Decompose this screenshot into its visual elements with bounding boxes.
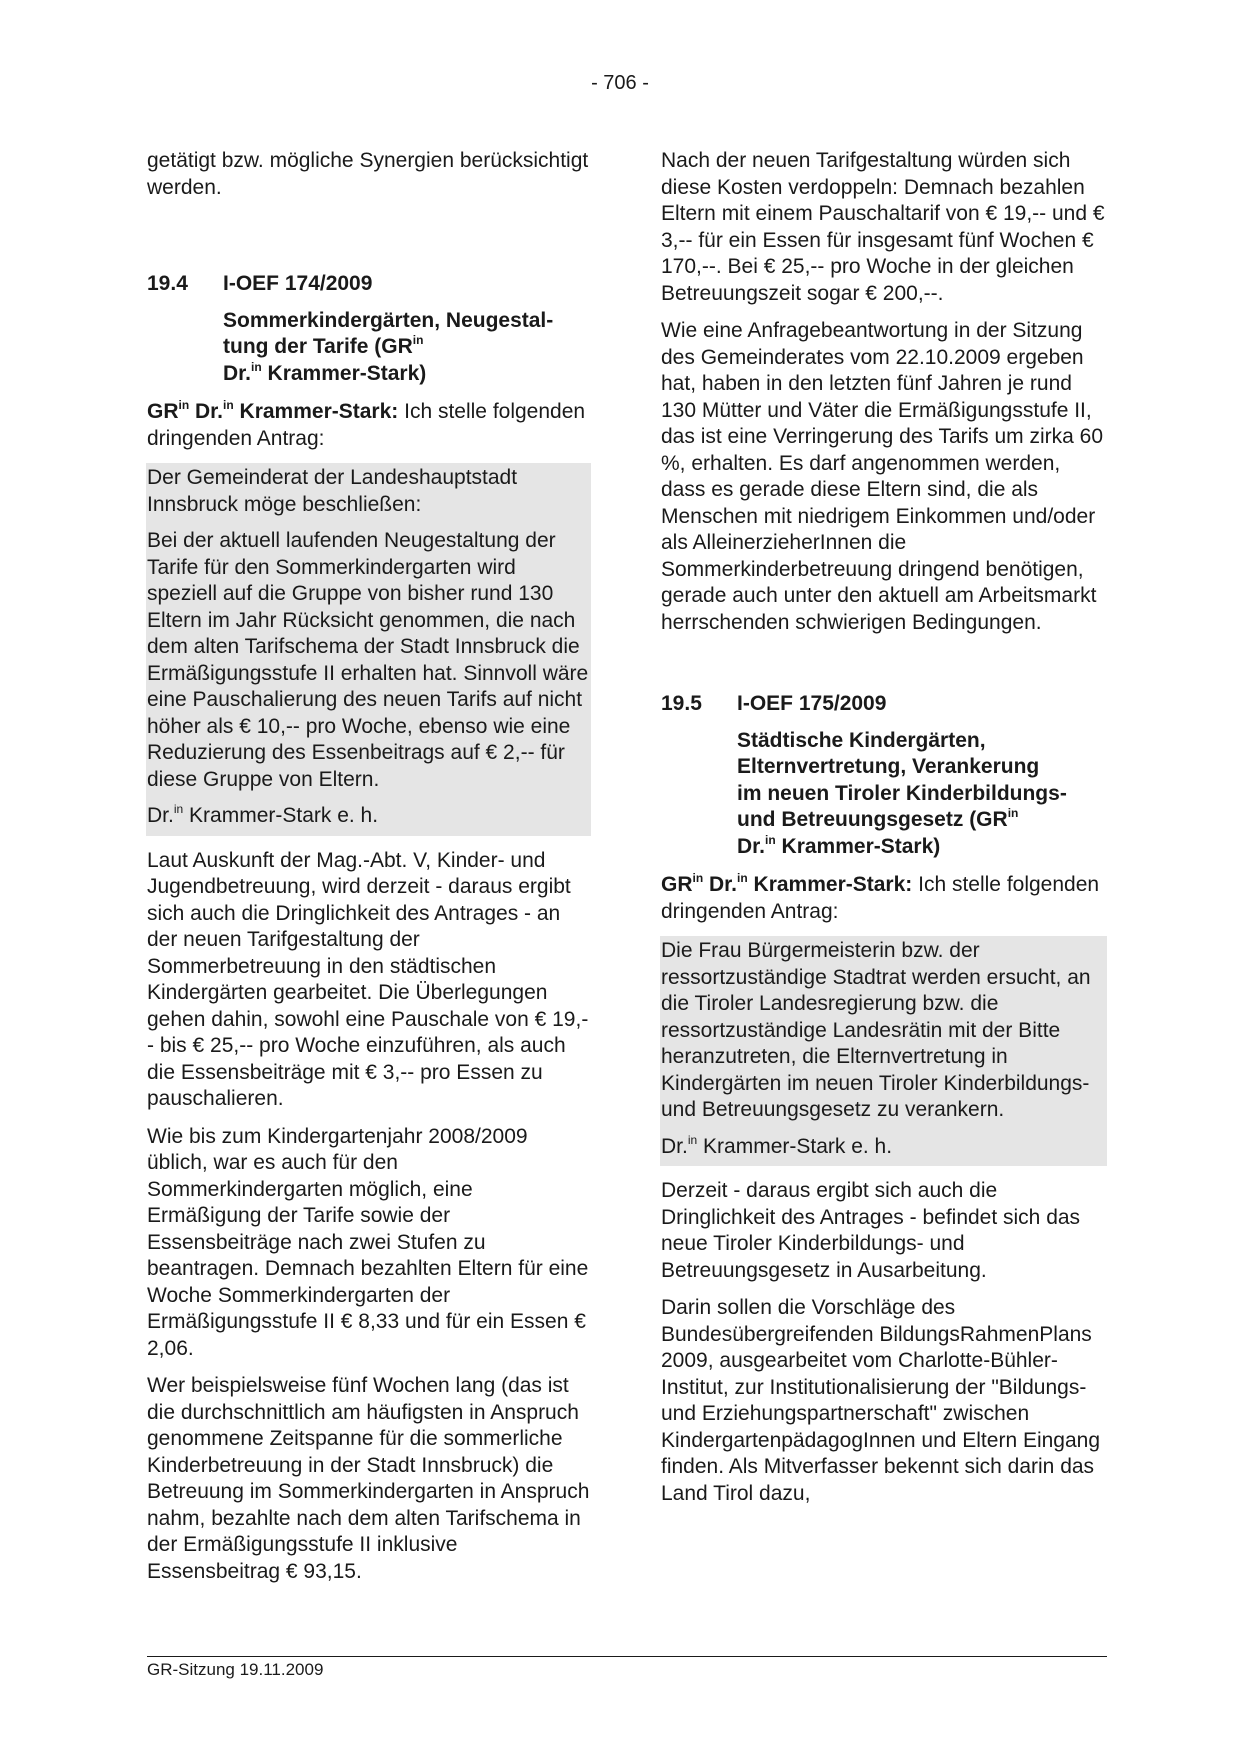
body-paragraph: Laut Auskunft der Mag.-Abt. V, Kinder- und Jugendbetreuung, wird derzeit - daraus ergibt sich auch die Dringlichkeit des Antrages - an der neuen Tarifgestaltung der Sommerbetreuung in den städtischen Kindergärten gearbeitet. Die Überlegungen gehen dahin, sowohl eine Pauschale von € 19,-- bis € 25,-- pro Woche einzuführen, als auch die Essensbeiträge mit € 3,-- pro Essen zu pauschalieren. bbox=[147, 848, 589, 1110]
section-number: 19.5 bbox=[661, 692, 702, 715]
title-line: Städtische Kindergärten, bbox=[737, 728, 986, 752]
title-line: tung der Tarife ($GR^{in}$ bbox=[223, 333, 424, 358]
title-line: und Betreuungsgesetz ($GR^{in}$ bbox=[737, 806, 1019, 831]
motion-signature: Dr.$^{in}$ Krammer-Stark e. h. bbox=[147, 802, 379, 827]
body-paragraph: Wie bis zum Kindergartenjahr 2008/2009 üblich, war es auch für den Sommerkindergarten möglich, eine Ermäßigung der Tarife sowie der Essensbeiträge nach zwei Stufen zu beantragen. Demnach bezahlten Eltern für eine Woche Sommerkindergarten der Ermäßigungsstufe II € 8,33 und für ein Essen € 2,06. bbox=[147, 1124, 589, 1360]
motion-paragraph: Der Gemeinderat der Landeshauptstadt Innsbruck möge beschließen: bbox=[147, 466, 518, 516]
section-code: I-OEF 174/2009 bbox=[223, 272, 373, 295]
body-paragraph: Wie eine Anfragebeantwortung in der Sitzung des Gemeinderates vom 22.10.2009 ergeben hat, haben in den letzten fünf Jahren je rund 130 Mütter und Väter die Ermäßigungsstufe II, das ist eine Verringerung des Tarifs um zirka 60 %, erhalten. Es darf angenommen werden, dass es gerade diese Eltern sind, die als Menschen mit niedrigem Einkommen und/oder als AlleinerzieherInnen die Sommerkinderbetreuung dringend benötigen, gerade auch unter den aktuell am Arbeitsmarkt herrschenden schwierigen Bedingungen. bbox=[661, 319, 1104, 634]
section-title-19-4 bbox=[223, 308, 590, 388]
page-number: - 706 - bbox=[591, 72, 649, 94]
title-line: Dr.$^{in}$ Krammer-Stark) bbox=[223, 359, 427, 385]
body-paragraph: Derzeit - daraus ergibt sich auch die Dringlichkeit des Antrages - befindet sich das neue Tiroler Kinderbildungs- und Betreuungsgesetz in Ausarbeitung. bbox=[661, 1179, 1081, 1282]
right-column bbox=[661, 148, 1106, 1518]
speaker-paragraph: $GR^{in}$ Dr.$^{in}$ Krammer-Stark: Ich stelle folgenden dringenden Antrag: bbox=[661, 871, 1100, 923]
section-code: I-OEF 175/2009 bbox=[737, 692, 887, 715]
title-line: Sommerkindergärten, Neugestal- bbox=[223, 308, 554, 332]
left-column bbox=[147, 148, 590, 1596]
body-paragraph: Wer beispielsweise fünf Wochen lang (das ist die durchschnittlich am häufigsten in Anspruch genommene Zeitspanne für die sommerliche Kinderbetreuung in der Stadt Innsbruck) die Betreuung im Sommerkindergarten in Anspruch nahm, bezahlte nach dem alten Tarifschema in der Ermäßigungsstufe II inklusive Essensbeitrag € 93,15. bbox=[147, 1374, 590, 1583]
title-line: Elternvertretung, Verankerung bbox=[737, 755, 1040, 778]
section-heading-19-4 bbox=[147, 271, 590, 298]
motion-box bbox=[146, 463, 591, 836]
motion-box bbox=[660, 936, 1107, 1166]
section-title-19-5 bbox=[737, 728, 1106, 861]
title-line: im neuen Tiroler Kinderbildungs- bbox=[737, 781, 1067, 805]
footer-divider bbox=[147, 1656, 1107, 1657]
speaker-paragraph: $GR^{in}$ Dr.$^{in}$ Krammer-Stark: Ich stelle folgenden dringenden Antrag: bbox=[147, 398, 586, 450]
motion-signature: Dr.$^{in}$ Krammer-Stark e. h. bbox=[661, 1132, 893, 1158]
motion-paragraph: Die Frau Bürgermeisterin bzw. der ressortzuständige Stadtrat werden ersucht, an die Tiroler Landesregierung bzw. die ressortzuständige Landesrätin mit der Bitte heranzutreten, die Elternvertretung in Kindergärten im neuen Tiroler Kinderbildungs- und Betreuungsgesetz zu verankern. bbox=[661, 939, 1091, 1121]
section-heading-19-5 bbox=[661, 691, 1106, 718]
motion-paragraph: Bei der aktuell laufenden Neugestaltung der Tarife für den Sommerkindergarten wird speziell auf die Gruppe von bisher rund 130 Eltern im Jahr Rücksicht genommen, die nach dem alten Tarifschema der Stadt Innsbruck die Ermäßigungsstufe II erhalten hat. Sinnvoll wäre eine Pauschalierung des neuen Tarifs auf nicht höher als € 10,-- pro Woche, ebenso wie eine Reduzierung des Essenbeitrags auf € 2,-- für diese Gruppe von Eltern. bbox=[147, 529, 589, 791]
body-paragraph: Darin sollen die Vorschläge des Bundesübergreifenden BildungsRahmenPlans 2009, ausgearbeitet vom Charlotte-Bühler-Institut, zur Institutionalisierung der "Bildungs- und Erziehungspartnerschaft" zwischen KindergartenpädagogInnen und Eltern Eingang finden. Als Mitverfasser bekennt sich darin das Land Tirol dazu, bbox=[661, 1296, 1101, 1505]
body-paragraph: Nach der neuen Tarifgestaltung würden sich diese Kosten verdoppeln: Demnach bezahlen Eltern mit einem Pauschaltarif von € 19,-- und € 3,-- für ein Essen für insgesamt fünf Wochen € 170,--. Bei € 25,-- pro Woche in der gleichen Betreuungszeit sogar € 200,--. bbox=[661, 149, 1105, 305]
title-line: Dr.$^{in}$ Krammer-Stark) bbox=[737, 832, 941, 858]
section-number: 19.4 bbox=[147, 272, 188, 295]
footer-session-date: GR-Sitzung 19.11.2009 bbox=[147, 1660, 324, 1679]
intro-paragraph: getätigt bzw. mögliche Synergien berücksichtigt werden. bbox=[147, 149, 589, 199]
